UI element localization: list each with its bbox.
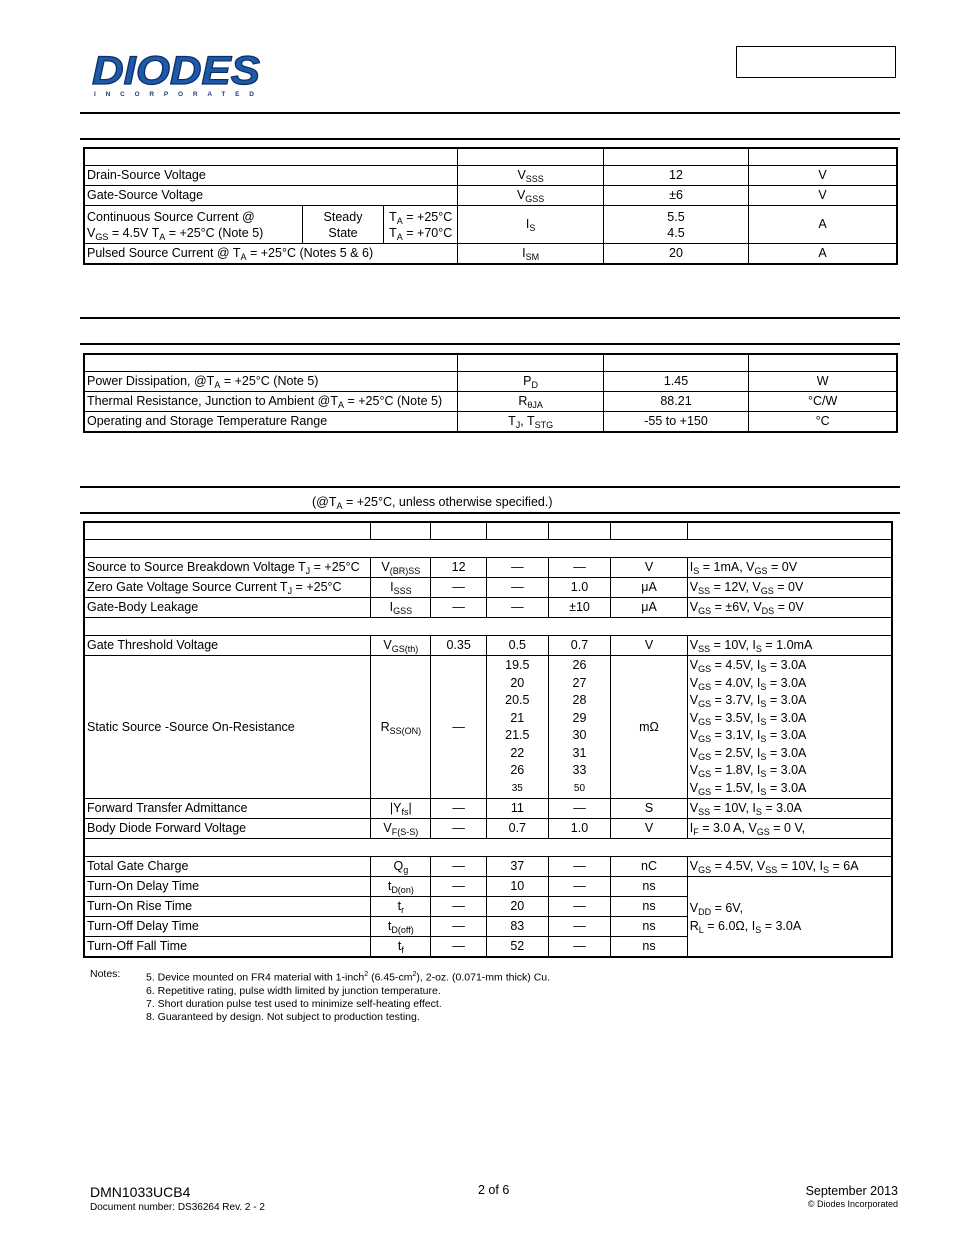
unit-cell: mΩ [611, 656, 687, 799]
value-cell: -55 to +150 [603, 412, 748, 433]
condition-cell: $I_S = 1mA$, $V_{GS} = 0V$ [687, 558, 892, 578]
symbol-cell: $R_{\theta JA}$ [458, 392, 603, 412]
section-rule-thermal-top [80, 317, 900, 319]
symbol-cell: $t_r$ [371, 897, 431, 917]
symbol-cell: $R_{SS(ON)}$ [371, 656, 431, 799]
symbol-cell: $V_{SSS}$ [458, 166, 603, 186]
characteristic-cell: Operating and Storage Temperature Range [84, 412, 458, 433]
param-cell: Zero Gate Voltage Source Current $T_J = +25^\circ C$ [84, 578, 371, 598]
note-6: 6. Repetitive rating, pulse width limited by junction temperature. [146, 984, 441, 997]
max-cell: — [548, 857, 611, 877]
max-cell: 0.7 [548, 636, 611, 656]
table-row [84, 412, 897, 433]
table-row [84, 857, 892, 877]
unit-cell: V [611, 819, 687, 839]
condition-cell: $I_F = 3.0$ A, $V_{GS} = 0$ V, [687, 819, 892, 839]
table-header-row [84, 354, 897, 372]
table-row [84, 799, 892, 819]
symbol-cell: $t_f$ [371, 937, 431, 958]
symbol-cell: $P_D$ [458, 372, 603, 392]
condition-cell: $V_{GS} = \pm 6V$, $V_{DS} = 0V$ [687, 598, 892, 618]
param-cell: Forward Transfer Admittance [84, 799, 371, 819]
min-cell: — [431, 578, 487, 598]
footer-copyright: © Diodes Incorporated [807, 1199, 898, 1209]
max-cell: — [548, 877, 611, 897]
typ-cell: 11 [486, 799, 548, 819]
category-row-dynamic [84, 839, 892, 857]
param-cell: Static Source -Source On-Resistance [84, 656, 371, 799]
unit-cell: ns [611, 877, 687, 897]
max-cell: — [548, 558, 611, 578]
param-cell: Source to Source Breakdown Voltage $T_J = +25^\circ C$ [84, 558, 371, 578]
characteristic-cell: Thermal Resistance, Junction to Ambient $@T_A = +25^\circ C$ (Note 5) [84, 392, 458, 412]
min-cell: — [431, 937, 487, 958]
table-row [84, 877, 892, 897]
typ-cell: — [486, 578, 548, 598]
value-cell: 5.5 4.5 [603, 206, 748, 244]
section-rule-elec-bottom [80, 512, 900, 514]
switching-condition-cell: $V_{DD} = 6V$, $R_L = 6.0\Omega$, $I_S = 3.0A$ [687, 877, 892, 958]
unit-cell: nC [611, 857, 687, 877]
section-rule-abs-bottom [80, 138, 900, 140]
symbol-cell: $t_{D(off)}$ [371, 917, 431, 937]
max-cell: 26 27 28 29 30 31 33 50 [548, 656, 611, 799]
value-cell: 20 [603, 244, 748, 265]
unit-cell: V [611, 558, 687, 578]
characteristic-cell: Gate-Source Voltage [84, 186, 458, 206]
typ-cell: 0.7 [486, 819, 548, 839]
unit-cell: μA [611, 598, 687, 618]
value-cell: 1.45 [603, 372, 748, 392]
unit-cell: ns [611, 917, 687, 937]
min-cell: — [431, 897, 487, 917]
typ-cell: 10 [486, 877, 548, 897]
symbol-cell: $V_{GSS}$ [458, 186, 603, 206]
absolute-max-ratings-table [83, 147, 898, 265]
characteristic-cell: Pulsed Source Current @ $T_A = +25^\circ C$ (Notes 5 & 6) [84, 244, 458, 265]
unit-cell: °C [749, 412, 897, 433]
table-row [84, 656, 892, 799]
symbol-cell: $|Y_{fs}|$ [371, 799, 431, 819]
min-cell: — [431, 877, 487, 897]
part-number-box [736, 46, 896, 78]
unit-cell: ns [611, 937, 687, 958]
value-cell: 12 [603, 166, 748, 186]
param-cell: Gate Threshold Voltage [84, 636, 371, 656]
category-row-on [84, 618, 892, 636]
param-cell: Gate-Body Leakage [84, 598, 371, 618]
min-cell: — [431, 917, 487, 937]
param-cell: Turn-Off Fall Time [84, 937, 371, 958]
max-cell: — [548, 799, 611, 819]
min-cell: 12 [431, 558, 487, 578]
condition-cell: $V_{SS} = 12V$, $V_{GS} = 0V$ [687, 578, 892, 598]
min-cell: — [431, 799, 487, 819]
electrical-characteristics-table [83, 521, 893, 958]
notes-label: Notes: [90, 968, 121, 980]
section-rule-thermal-bottom [80, 343, 900, 345]
min-cell: — [431, 819, 487, 839]
value-cell: ±6 [603, 186, 748, 206]
symbol-cell: $V_{GS(th)}$ [371, 636, 431, 656]
table-row [84, 166, 897, 186]
table-row [84, 819, 892, 839]
value-cell: 88.21 [603, 392, 748, 412]
table-row [84, 578, 892, 598]
table-row [84, 558, 892, 578]
max-cell: 1.0 [548, 578, 611, 598]
param-cell: Turn-On Delay Time [84, 877, 371, 897]
min-cell: 0.35 [431, 636, 487, 656]
param-cell: Total Gate Charge [84, 857, 371, 877]
footer-part-number: DMN1033UCB4 [90, 1184, 191, 1200]
note-7: 7. Short duration pulse test used to minimize self-heating effect. [146, 997, 442, 1010]
category-row-off [84, 540, 892, 558]
footer-document-number: Document number: DS36264 Rev. 2 - 2 [90, 1202, 265, 1213]
note-8: 8. Guaranteed by design. Not subject to production testing. [146, 1010, 420, 1023]
typ-cell: — [486, 598, 548, 618]
unit-cell: V [749, 166, 897, 186]
symbol-cell: $V_{F(S-S)}$ [371, 819, 431, 839]
unit-cell: S [611, 799, 687, 819]
section-rule-elec-top [80, 486, 900, 488]
min-cell: — [431, 598, 487, 618]
thermal-characteristics-table [83, 353, 898, 433]
max-cell: 1.0 [548, 819, 611, 839]
typ-cell: 83 [486, 917, 548, 937]
characteristic-cell: Drain-Source Voltage [84, 166, 458, 186]
svg-text:INCORPORATED: INCORPORATED [94, 91, 255, 98]
unit-cell: ns [611, 897, 687, 917]
condition-cell: $V_{SS} = 10V$, $I_S = 3.0A$ [687, 799, 892, 819]
symbol-cell: $I_{SM}$ [458, 244, 603, 265]
notes-list [146, 968, 550, 1024]
characteristic-cell: Power Dissipation, $@T_A = +25^\circ C$ (Note 5) [84, 372, 458, 392]
param-cell: Body Diode Forward Voltage [84, 819, 371, 839]
symbol-cell: $T_J$, $T_{STG}$ [458, 412, 603, 433]
typ-cell: 37 [486, 857, 548, 877]
table-row [84, 206, 897, 244]
unit-cell: A [749, 206, 897, 244]
condition-cell: $V_{GS} = 4.5V$, $I_S = 3.0A$ $V_{GS} = 4.0V$, $I_S = 3.0A$ $V_{GS} = 3.7V$, $I_S = 3.0A$ $V_{GS} = 3.5V$, $I_S = 3.0A$ $V_{GS} = 3.1V$, $I_S = 3.0A$ $V_{GS} = 2.5V$, $I_S = 3.0A$ $V_{GS} = 1.8V$, $I_S = 3.0A$ $V_{GS} = 1.5V$, $I_S = 3.0A$ [687, 656, 892, 799]
unit-cell: V [749, 186, 897, 206]
table-row [84, 598, 892, 618]
unit-cell: °C/W [749, 392, 897, 412]
typ-cell: 0.5 [486, 636, 548, 656]
table-row [84, 372, 897, 392]
symbol-cell: $V_{(BR)SS}$ [371, 558, 431, 578]
max-cell: ±10 [548, 598, 611, 618]
table-row [84, 392, 897, 412]
max-cell: — [548, 937, 611, 958]
symbol-cell: $I_S$ [458, 206, 603, 244]
condition-cell: $V_{GS} = 4.5V$, $V_{SS} = 10V$, $I_S = 6A$ [687, 857, 892, 877]
table-row [84, 186, 897, 206]
elec-conditions-text: ($@T_A = +25^\circ C$, unless otherwise specified.) [312, 495, 553, 511]
diodes-logo-icon [90, 50, 265, 100]
symbol-cell: $Q_g$ [371, 857, 431, 877]
param-cell: Turn-On Rise Time [84, 897, 371, 917]
typ-cell: 20 [486, 897, 548, 917]
param-cell: Turn-Off Delay Time [84, 917, 371, 937]
unit-cell: A [749, 244, 897, 265]
footer-page-number: 2 of 6 [478, 1183, 510, 1197]
min-cell: — [431, 857, 487, 877]
typ-cell: — [486, 558, 548, 578]
table-row [84, 636, 892, 656]
max-cell: — [548, 897, 611, 917]
company-logo [90, 50, 265, 100]
unit-cell: W [749, 372, 897, 392]
note-5: 5. Device mounted on FR4 material with 1-inch$^2$ $(6.45-cm^2)$, 2-oz. (0.071-mm thick) Cu. [146, 971, 551, 984]
table-header-row [84, 148, 897, 166]
typ-cell: 19.5 20 20.5 21 21.5 22 26 35 [486, 656, 548, 799]
table-header-row [84, 522, 892, 540]
min-cell: — [431, 656, 487, 799]
max-cell: — [548, 917, 611, 937]
section-rule-top [80, 112, 900, 114]
unit-cell: μA [611, 578, 687, 598]
symbol-cell: $I_{GSS}$ [371, 598, 431, 618]
unit-cell: V [611, 636, 687, 656]
condition-cell: $V_{SS} = 10V$, $I_S = 1.0mA$ [687, 636, 892, 656]
footer-date: September 2013 [805, 1184, 898, 1198]
symbol-cell: $I_{SSS}$ [371, 578, 431, 598]
typ-cell: 52 [486, 937, 548, 958]
table-row [84, 244, 897, 265]
characteristic-cell: Continuous Source Current @ $V_{GS} = 4.5V$ $T_A = +25^\circ C$ (Note 5) Steady State $T_A = +25^\circ C$ $T_A = +70^\circ C$ [84, 206, 458, 244]
symbol-cell: $t_{D(on)}$ [371, 877, 431, 897]
svg-text:DIODES: DIODES [92, 50, 261, 93]
